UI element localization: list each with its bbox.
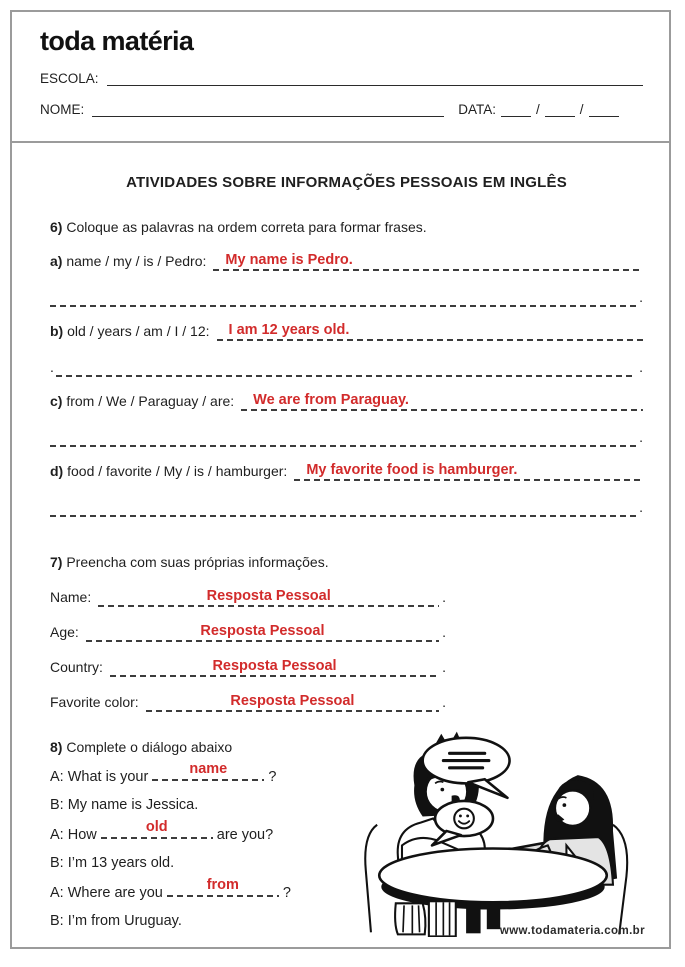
dialogue-line-1-tail: ?: [268, 769, 277, 785]
dialogue-answer-old: old: [145, 819, 168, 835]
q6-item-d-cont-blank: [50, 499, 636, 517]
dialogue-line-5-text: A: Where are you: [50, 885, 163, 901]
dialogue-line-6-text: B: I’m from Uruguay.: [50, 913, 182, 929]
q7-age-period: .: [442, 624, 446, 640]
date-day-blank: [501, 101, 531, 117]
q7-row-name: [50, 587, 446, 607]
q6-item-a-blank: [213, 253, 643, 271]
q6-item-d-blank: [294, 463, 643, 481]
q7-name-period: .: [442, 589, 446, 605]
dialogue-line-3-tail: are you?: [216, 827, 274, 843]
dialogue-line-2-text: B: My name is Jessica.: [50, 797, 199, 813]
q7-country-label: Country:: [50, 659, 103, 675]
q6-item-a-continuation: [50, 287, 643, 307]
q7-age-label: Age:: [50, 624, 79, 640]
dialogue-answer-name: name: [189, 761, 228, 777]
q6-item-c-words: from / We / Paraguay / are:: [66, 393, 235, 409]
q7-name-label: Name:: [50, 589, 92, 605]
q7-country-period: .: [442, 659, 446, 675]
q6-item-c-label: c): [50, 393, 63, 409]
q6-item-b-continuation: [50, 357, 643, 377]
q7-favorite-color-label: Favorite color:: [50, 694, 139, 710]
question-8-number: 8): [50, 739, 63, 755]
q6-item-b-period: .: [639, 359, 643, 375]
q7-age-answer: Resposta Pessoal: [200, 623, 325, 639]
q6-item-b: [50, 321, 643, 341]
dialogue-blank-name: [152, 761, 264, 781]
q6-item-d-period: .: [639, 499, 643, 515]
dialogue-blank-old: [101, 819, 213, 839]
q6-item-a-words: name / my / is / Pedro:: [66, 253, 207, 269]
name-label: NOME:: [40, 102, 85, 117]
q6-item-d-words: food / favorite / My / is / hamburger:: [67, 463, 288, 479]
question-6-heading: [50, 217, 643, 237]
q6-item-c-cont-blank: [50, 429, 636, 447]
q6-item-a-label: a): [50, 253, 63, 269]
name-blank-line: [92, 101, 444, 117]
q7-favorite-color-blank: [146, 694, 439, 712]
q6-item-a: [50, 251, 643, 271]
date-year-blank: [589, 101, 619, 117]
q6-item-b-label: b): [50, 323, 64, 339]
q7-row-age: [50, 622, 446, 642]
q6-item-b-blank: [217, 323, 643, 341]
q7-favorite-color-answer: Resposta Pessoal: [230, 693, 355, 709]
q6-item-b-lead-period: .: [50, 359, 54, 375]
q6-item-c: [50, 391, 643, 411]
q6-item-d-continuation: [50, 497, 643, 517]
q6-item-b-words: old / years / am / I / 12:: [67, 323, 210, 339]
q7-name-blank: [98, 589, 439, 607]
dialogue-answer-from: from: [206, 877, 239, 893]
question-6-number: 6): [50, 219, 63, 235]
question-8-prompt: Complete o diálogo abaixo: [66, 739, 233, 755]
dialogue-line-5-tail: ?: [282, 885, 291, 901]
question-7-heading: [50, 552, 643, 572]
q6-item-b-answer: I am 12 years old.: [228, 322, 350, 338]
q6-item-a-cont-blank: [50, 289, 636, 307]
dialogue-blank-from: [167, 877, 279, 897]
q7-name-answer: Resposta Pessoal: [206, 588, 331, 604]
q7-row-favorite-color: [50, 692, 446, 712]
q7-row-country: [50, 657, 446, 677]
q6-item-d: [50, 461, 643, 481]
question-7-number: 7): [50, 554, 63, 570]
worksheet-body: [12, 143, 669, 947]
date-label: DATA:: [458, 102, 497, 117]
q6-item-c-period: .: [639, 429, 643, 445]
q6-item-a-answer: My name is Pedro.: [225, 252, 353, 268]
q6-item-c-blank: [241, 393, 643, 411]
school-blank-line: [107, 70, 643, 86]
worksheet-title: ATIVIDADES SOBRE INFORMAÇÕES PESSOAIS EM INGLÊS: [126, 174, 567, 191]
q6-item-b-cont-blank: [56, 359, 636, 377]
q6-item-d-answer: My favorite food is hamburger.: [306, 462, 518, 478]
q6-item-c-continuation: [50, 427, 643, 447]
people-talking-illustration: [342, 729, 644, 937]
date-field: [458, 101, 623, 117]
q7-country-blank: [110, 659, 439, 677]
q6-item-c-answer: We are from Paraguay.: [253, 392, 409, 408]
school-label: ESCOLA:: [40, 71, 99, 86]
brand-logo: toda matéria: [40, 26, 194, 56]
site-url: www.todamateria.com.br: [499, 925, 645, 937]
dialogue-line-4-text: B: I’m 13 years old.: [50, 855, 175, 871]
worksheet-page: [10, 10, 671, 949]
q7-favorite-color-period: .: [442, 694, 446, 710]
dialogue-line-1-text: A: What is your: [50, 769, 149, 785]
date-separator: /: [536, 102, 540, 117]
date-month-blank: [545, 101, 575, 117]
q6-item-a-period: .: [639, 289, 643, 305]
dialogue-line-3-text: A: How: [50, 827, 97, 843]
page-header: [12, 12, 669, 143]
date-separator: /: [579, 102, 584, 117]
q7-country-answer: Resposta Pessoal: [212, 658, 337, 674]
q7-age-blank: [86, 624, 439, 642]
question-7-prompt: Preencha com suas próprias informações.: [66, 554, 329, 570]
question-6-prompt: Coloque as palavras na ordem correta para formar frases.: [66, 219, 427, 235]
q6-item-d-label: d): [50, 463, 64, 479]
